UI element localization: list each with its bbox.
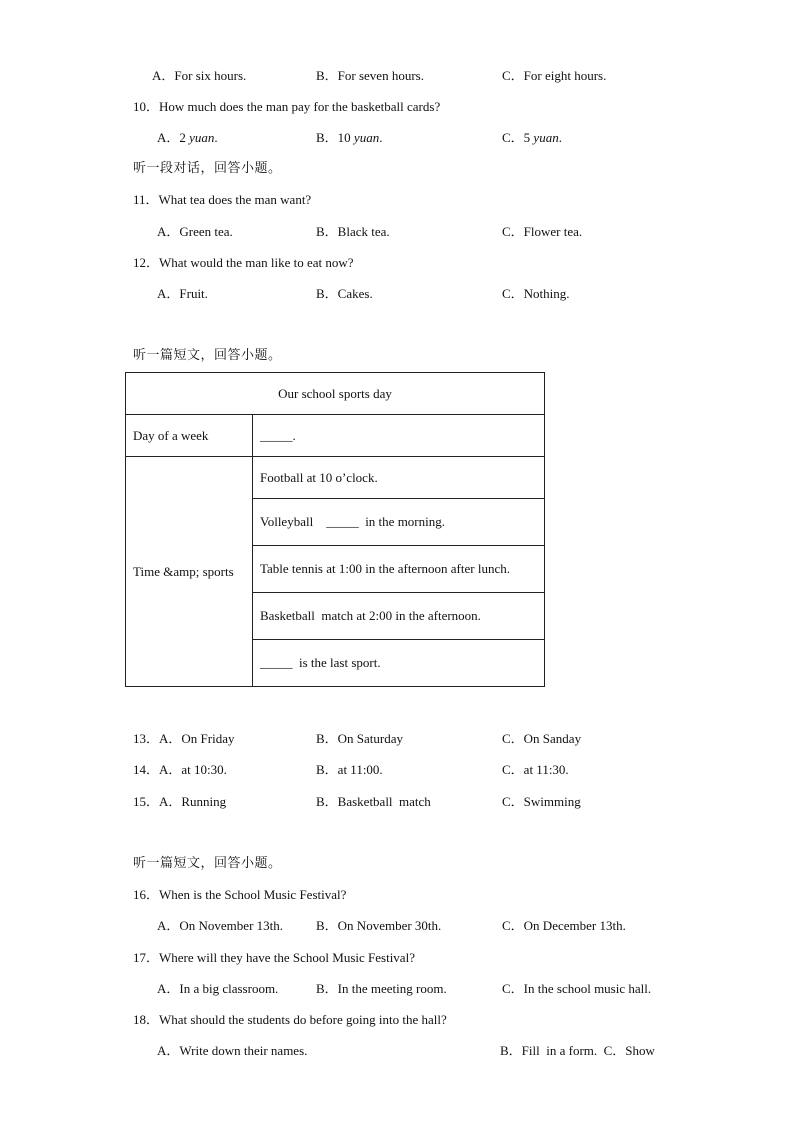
day-value-cell: _____.: [253, 415, 545, 457]
sports-day-table: [125, 372, 545, 687]
q10-option-a: A．2 yuan.: [157, 130, 218, 145]
sport-row-cell: _____ is the last sport.: [253, 640, 545, 687]
table-title: Our school sports day: [126, 373, 545, 415]
section-heading-passage-1: 听一篇短文，回答小题。: [133, 348, 282, 363]
q11-stem: 11．What tea does the man want?: [133, 192, 312, 207]
sport-row-cell: Table tennis at 1:00 in the afternoon after lunch.: [253, 546, 545, 593]
q10-option-c: C．5 yuan.: [502, 130, 562, 145]
q14-option-a: 14．A．at 10:30.: [133, 762, 227, 777]
q17-option-a: A．In a big classroom.: [157, 981, 279, 996]
q17-stem: 17．Where will they have the School Music Festival?: [133, 950, 415, 965]
q12-option-a: A．Fruit.: [157, 286, 208, 301]
q15-option-a: 15．A．Running: [133, 794, 227, 809]
q15-option-b: B．Basketball match: [316, 794, 431, 809]
q10-stem: 10．How much does the man pay for the basketball cards?: [133, 99, 441, 114]
q15-option-c: C．Swimming: [502, 794, 581, 809]
q11-option-a: A．Green tea.: [157, 224, 233, 239]
time-sports-label-cell: Time &amp; sports: [126, 457, 253, 687]
q14-option-b: B．at 11:00.: [316, 762, 383, 777]
q18-stem: 18．What should the students do before going into the hall?: [133, 1012, 447, 1027]
q12-option-c: C．Nothing.: [502, 286, 570, 301]
q16-option-a: A．On November 13th.: [157, 918, 284, 933]
q12-stem: 12．What would the man like to eat now?: [133, 255, 354, 270]
section-heading-passage-2: 听一篇短文，回答小题。: [133, 856, 282, 871]
q14-option-c: C．at 11:30.: [502, 762, 569, 777]
sport-row-cell: Volleyball _____ in the morning.: [253, 499, 545, 546]
q9-option-c: C．For eight hours.: [502, 68, 607, 83]
q12-option-b: B．Cakes.: [316, 286, 373, 301]
sport-row-cell: Football at 10 o’clock.: [253, 457, 545, 499]
q9-option-a: A．For six hours.: [152, 68, 247, 83]
q18-option-a: A．Write down their names.: [157, 1043, 308, 1058]
q16-stem: 16．When is the School Music Festival?: [133, 887, 347, 902]
q11-option-b: B．Black tea.: [316, 224, 390, 239]
sport-row-cell: Basketball match at 2:00 in the afternoon.: [253, 593, 545, 640]
q16-option-b: B．On November 30th.: [316, 918, 442, 933]
section-heading-dialogue: 听一段对话，回答小题。: [133, 161, 282, 176]
q16-option-c: C．On December 13th.: [502, 918, 626, 933]
q13-option-b: B．On Saturday: [316, 731, 404, 746]
q9-option-b: B．For seven hours.: [316, 68, 424, 83]
q11-option-c: C．Flower tea.: [502, 224, 583, 239]
q17-option-b: B．In the meeting room.: [316, 981, 447, 996]
q17-option-c: C．In the school music hall.: [502, 981, 652, 996]
q13-option-a: 13．A．On Friday: [133, 731, 235, 746]
q18-option-b-c: B．Fill in a form. C．Show: [500, 1043, 655, 1058]
q10-option-b: B．10 yuan.: [316, 130, 383, 145]
q13-option-c: C．On Sanday: [502, 731, 582, 746]
day-label-cell: Day of a week: [126, 415, 253, 457]
